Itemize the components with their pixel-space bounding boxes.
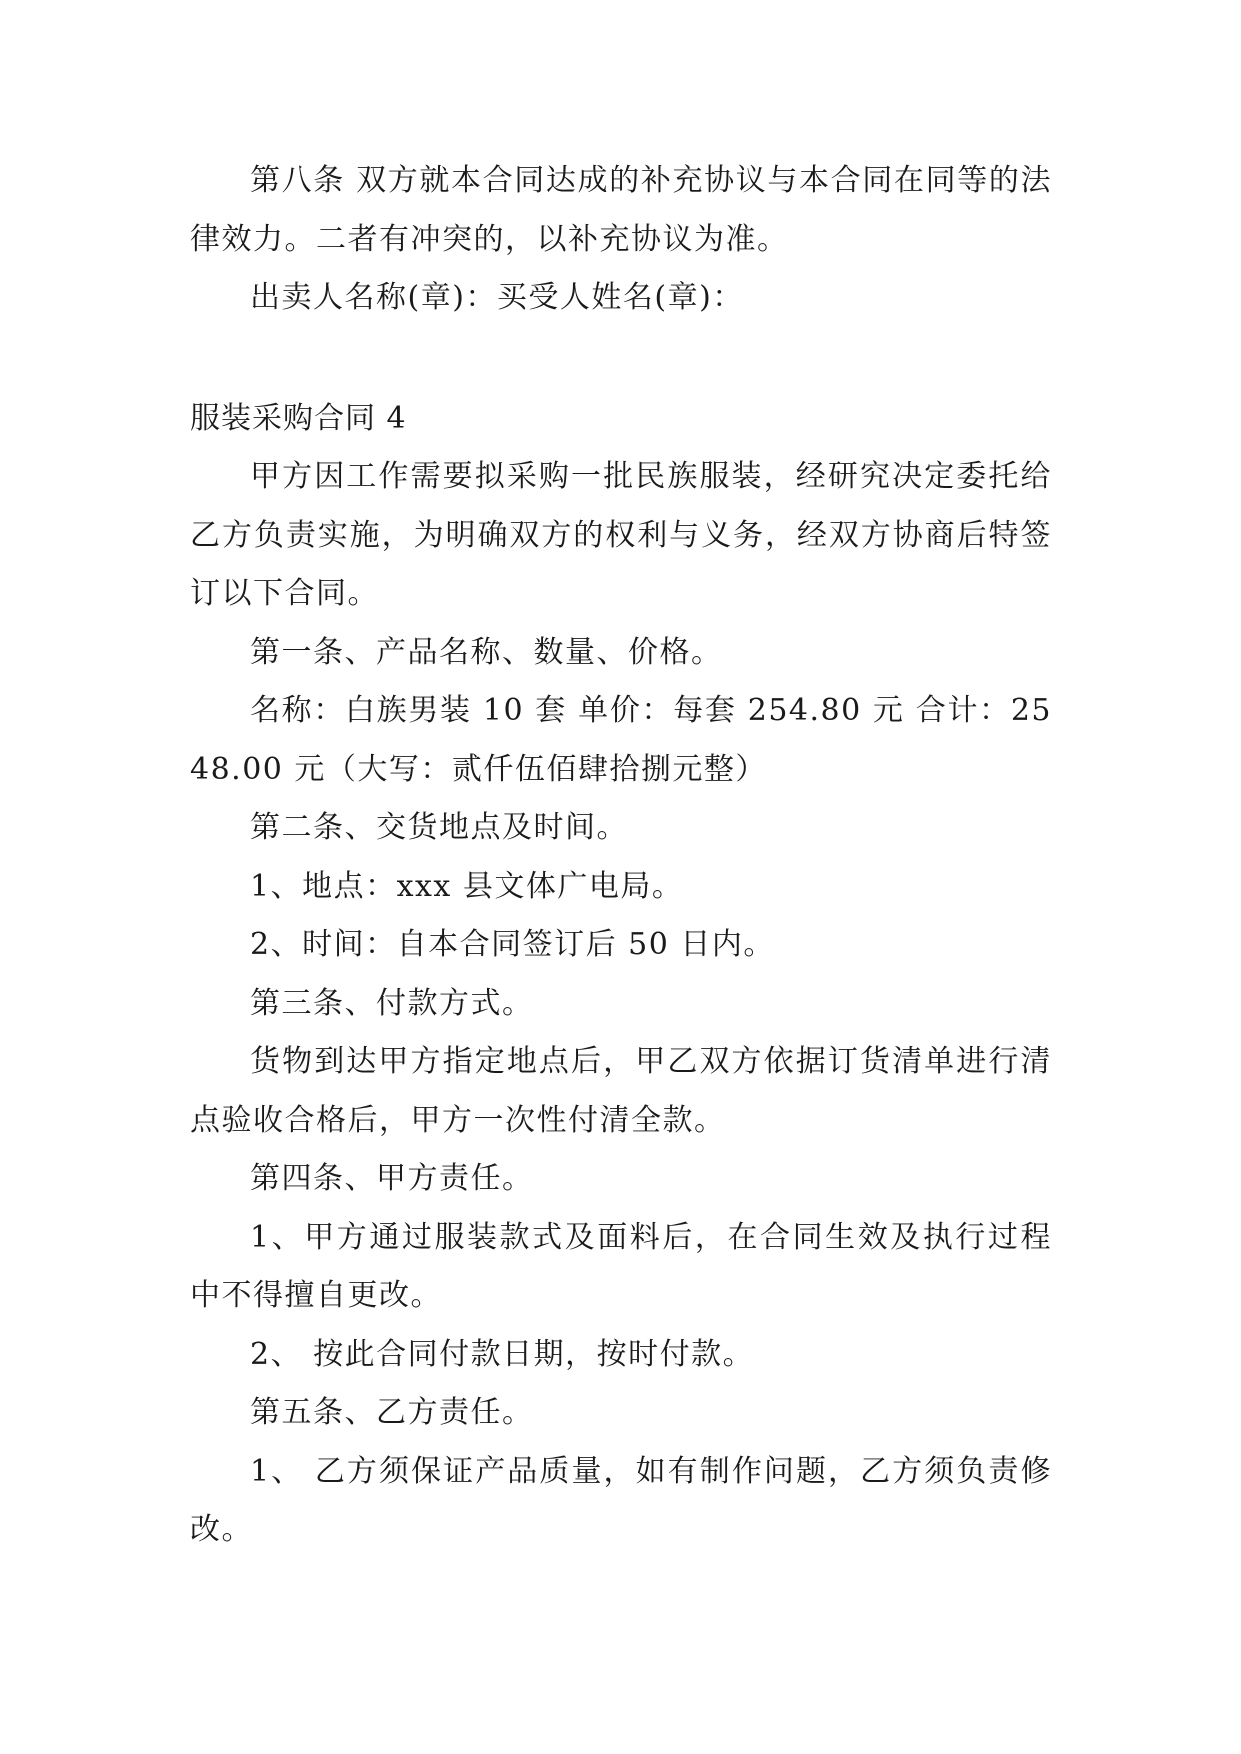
article-4-heading: 第四条、甲方责任。 bbox=[250, 1161, 534, 1196]
intro-paragraph: 甲方因工作需要拟采购一批民族服装，经研究决定委托给乙方负责实施，为明确双方的权利与义务，经双方协商后特签订以下合同。 bbox=[190, 459, 1052, 611]
party-b-duty-1: 1、 乙方须保证产品质量，如有制作问题，乙方须负责修改。 bbox=[190, 1453, 1052, 1547]
delivery-time: 2、时间：自本合同签订后 50 日内。 bbox=[250, 927, 775, 962]
article-8-paragraph: 第八条 双方就本合同达成的补充协议与本合同在同等的法律效力。二者有冲突的，以补充协议为准。 bbox=[190, 163, 1052, 257]
contract-title: 服装采购合同 4 bbox=[190, 400, 407, 436]
document-page bbox=[190, 152, 1052, 1560]
payment-paragraph: 货物到达甲方指定地点后，甲乙双方依据订货清单进行清点验收合格后，甲方一次性付清全款。 bbox=[190, 1044, 1052, 1138]
delivery-location: 1、地点：xxx 县文体广电局。 bbox=[250, 868, 684, 904]
party-a-duty-1: 1、甲方通过服装款式及面料后，在合同生效及执行过程中不得擅自更改。 bbox=[190, 1219, 1052, 1313]
party-a-duty-2: 2、 按此合同付款日期，按时付款。 bbox=[250, 1336, 755, 1372]
article-5-heading: 第五条、乙方责任。 bbox=[250, 1395, 534, 1430]
section-gap bbox=[190, 328, 1052, 390]
signature-line: 出卖人名称(章)：买受人姓名(章)： bbox=[250, 280, 744, 315]
article-1-heading: 第一条、产品名称、数量、价格。 bbox=[250, 634, 723, 670]
article-2-heading: 第二条、交货地点及时间。 bbox=[250, 810, 628, 845]
article-3-heading: 第三条、付款方式。 bbox=[250, 985, 534, 1021]
product-line: 名称：白族男装 10 套 单价：每套 254.80 元 合计：2548.00 元（大写：贰仟伍佰肆拾捌元整） bbox=[190, 693, 1052, 787]
